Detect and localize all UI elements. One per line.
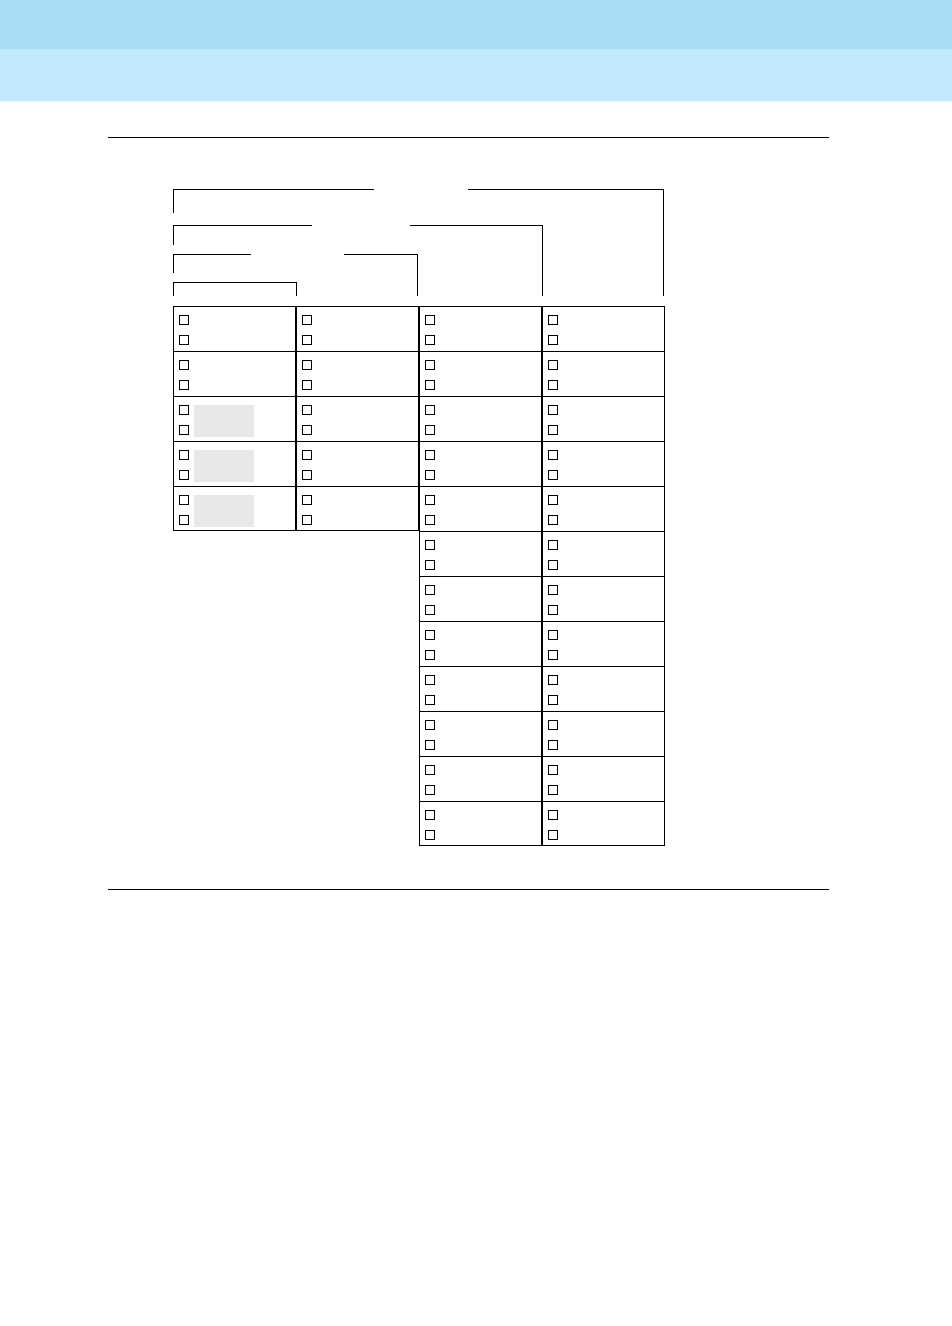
checkbox[interactable] xyxy=(548,765,558,775)
checkbox[interactable] xyxy=(548,695,558,705)
checkbox[interactable] xyxy=(548,675,558,685)
grid-cell xyxy=(542,531,665,576)
checkbox[interactable] xyxy=(548,405,558,415)
checkbox[interactable] xyxy=(548,450,558,460)
checkbox[interactable] xyxy=(548,585,558,595)
checkbox[interactable] xyxy=(548,650,558,660)
checkbox[interactable] xyxy=(179,495,189,505)
grid-cell xyxy=(173,396,296,441)
grid-cell xyxy=(542,576,665,621)
checkbox[interactable] xyxy=(425,470,435,480)
checkbox[interactable] xyxy=(425,765,435,775)
checkbox[interactable] xyxy=(179,315,189,325)
checkbox[interactable] xyxy=(548,315,558,325)
checkbox[interactable] xyxy=(425,495,435,505)
checkbox[interactable] xyxy=(179,450,189,460)
checkbox[interactable] xyxy=(548,360,558,370)
checkbox[interactable] xyxy=(179,360,189,370)
checkbox[interactable] xyxy=(425,515,435,525)
checkbox[interactable] xyxy=(179,515,189,525)
checkbox[interactable] xyxy=(425,785,435,795)
checkbox[interactable] xyxy=(548,515,558,525)
checkbox[interactable] xyxy=(548,605,558,615)
grid-cell xyxy=(542,711,665,756)
grid-cell xyxy=(542,396,665,441)
grid-cell xyxy=(419,396,542,441)
grid-cell xyxy=(419,621,542,666)
grid-cell xyxy=(296,441,419,486)
grid-cell xyxy=(419,711,542,756)
checkbox[interactable] xyxy=(548,560,558,570)
checkbox[interactable] xyxy=(302,425,312,435)
grid-cell xyxy=(173,441,296,486)
checkbox[interactable] xyxy=(302,495,312,505)
checkbox[interactable] xyxy=(548,810,558,820)
top-rule xyxy=(108,137,829,138)
shaded-label-area xyxy=(194,405,254,437)
grid-cell xyxy=(419,486,542,531)
grid-cell xyxy=(542,486,665,531)
checkbox[interactable] xyxy=(425,720,435,730)
grid-cell xyxy=(296,486,419,531)
grid-cell xyxy=(419,306,542,351)
grid-cell xyxy=(173,306,296,351)
checkbox[interactable] xyxy=(302,315,312,325)
checkbox[interactable] xyxy=(425,585,435,595)
checkbox[interactable] xyxy=(425,560,435,570)
col-1 xyxy=(173,306,296,531)
checkbox[interactable] xyxy=(302,335,312,345)
checkbox[interactable] xyxy=(425,740,435,750)
checkbox[interactable] xyxy=(425,650,435,660)
checkbox[interactable] xyxy=(179,425,189,435)
checkbox[interactable] xyxy=(548,495,558,505)
checkbox[interactable] xyxy=(548,785,558,795)
checkbox[interactable] xyxy=(548,540,558,550)
checkbox[interactable] xyxy=(179,380,189,390)
grid-cell xyxy=(542,621,665,666)
checkbox[interactable] xyxy=(425,810,435,820)
col-3 xyxy=(419,306,542,846)
checkbox[interactable] xyxy=(425,425,435,435)
grid-cell xyxy=(542,666,665,711)
grid-cell xyxy=(296,351,419,396)
grid-cell xyxy=(173,486,296,531)
checkbox[interactable] xyxy=(302,515,312,525)
checkbox[interactable] xyxy=(425,540,435,550)
col-4 xyxy=(542,306,665,846)
checkbox[interactable] xyxy=(302,380,312,390)
checkbox[interactable] xyxy=(548,470,558,480)
checkbox[interactable] xyxy=(179,470,189,480)
checkbox[interactable] xyxy=(425,360,435,370)
checkbox[interactable] xyxy=(548,720,558,730)
grid-cell xyxy=(419,441,542,486)
grid-cell xyxy=(419,351,542,396)
checkbox[interactable] xyxy=(425,315,435,325)
grid-cell xyxy=(542,441,665,486)
checkbox[interactable] xyxy=(548,335,558,345)
grid-cell xyxy=(296,306,419,351)
checkbox[interactable] xyxy=(302,450,312,460)
checkbox[interactable] xyxy=(425,335,435,345)
grid-cell xyxy=(419,756,542,801)
grid-cell xyxy=(419,801,542,846)
checkbox[interactable] xyxy=(548,425,558,435)
grid-cell xyxy=(419,666,542,711)
grid-cell xyxy=(419,531,542,576)
checkbox[interactable] xyxy=(425,605,435,615)
grid-cell xyxy=(419,576,542,621)
checkbox[interactable] xyxy=(548,830,558,840)
checkbox[interactable] xyxy=(425,630,435,640)
checkbox[interactable] xyxy=(179,335,189,345)
checkbox[interactable] xyxy=(425,450,435,460)
checkbox[interactable] xyxy=(548,630,558,640)
checkbox[interactable] xyxy=(425,380,435,390)
shaded-label-area xyxy=(194,495,254,527)
checkbox[interactable] xyxy=(302,470,312,480)
checkbox[interactable] xyxy=(548,380,558,390)
checkbox[interactable] xyxy=(425,675,435,685)
grid-cell xyxy=(542,306,665,351)
col-2 xyxy=(296,306,419,531)
grid-cell xyxy=(173,351,296,396)
grid-cell xyxy=(542,351,665,396)
checkbox[interactable] xyxy=(548,740,558,750)
checkbox[interactable] xyxy=(425,405,435,415)
grid-cell xyxy=(296,396,419,441)
bottom-rule xyxy=(108,889,829,890)
header-band-top xyxy=(0,0,952,49)
grid-cell xyxy=(542,756,665,801)
shaded-label-area xyxy=(194,450,254,482)
checkbox[interactable] xyxy=(425,830,435,840)
checkbox[interactable] xyxy=(425,695,435,705)
checkbox[interactable] xyxy=(302,405,312,415)
checkbox[interactable] xyxy=(302,360,312,370)
checkbox[interactable] xyxy=(179,405,189,415)
header-band-bottom xyxy=(0,49,952,101)
grid-cell xyxy=(542,801,665,846)
